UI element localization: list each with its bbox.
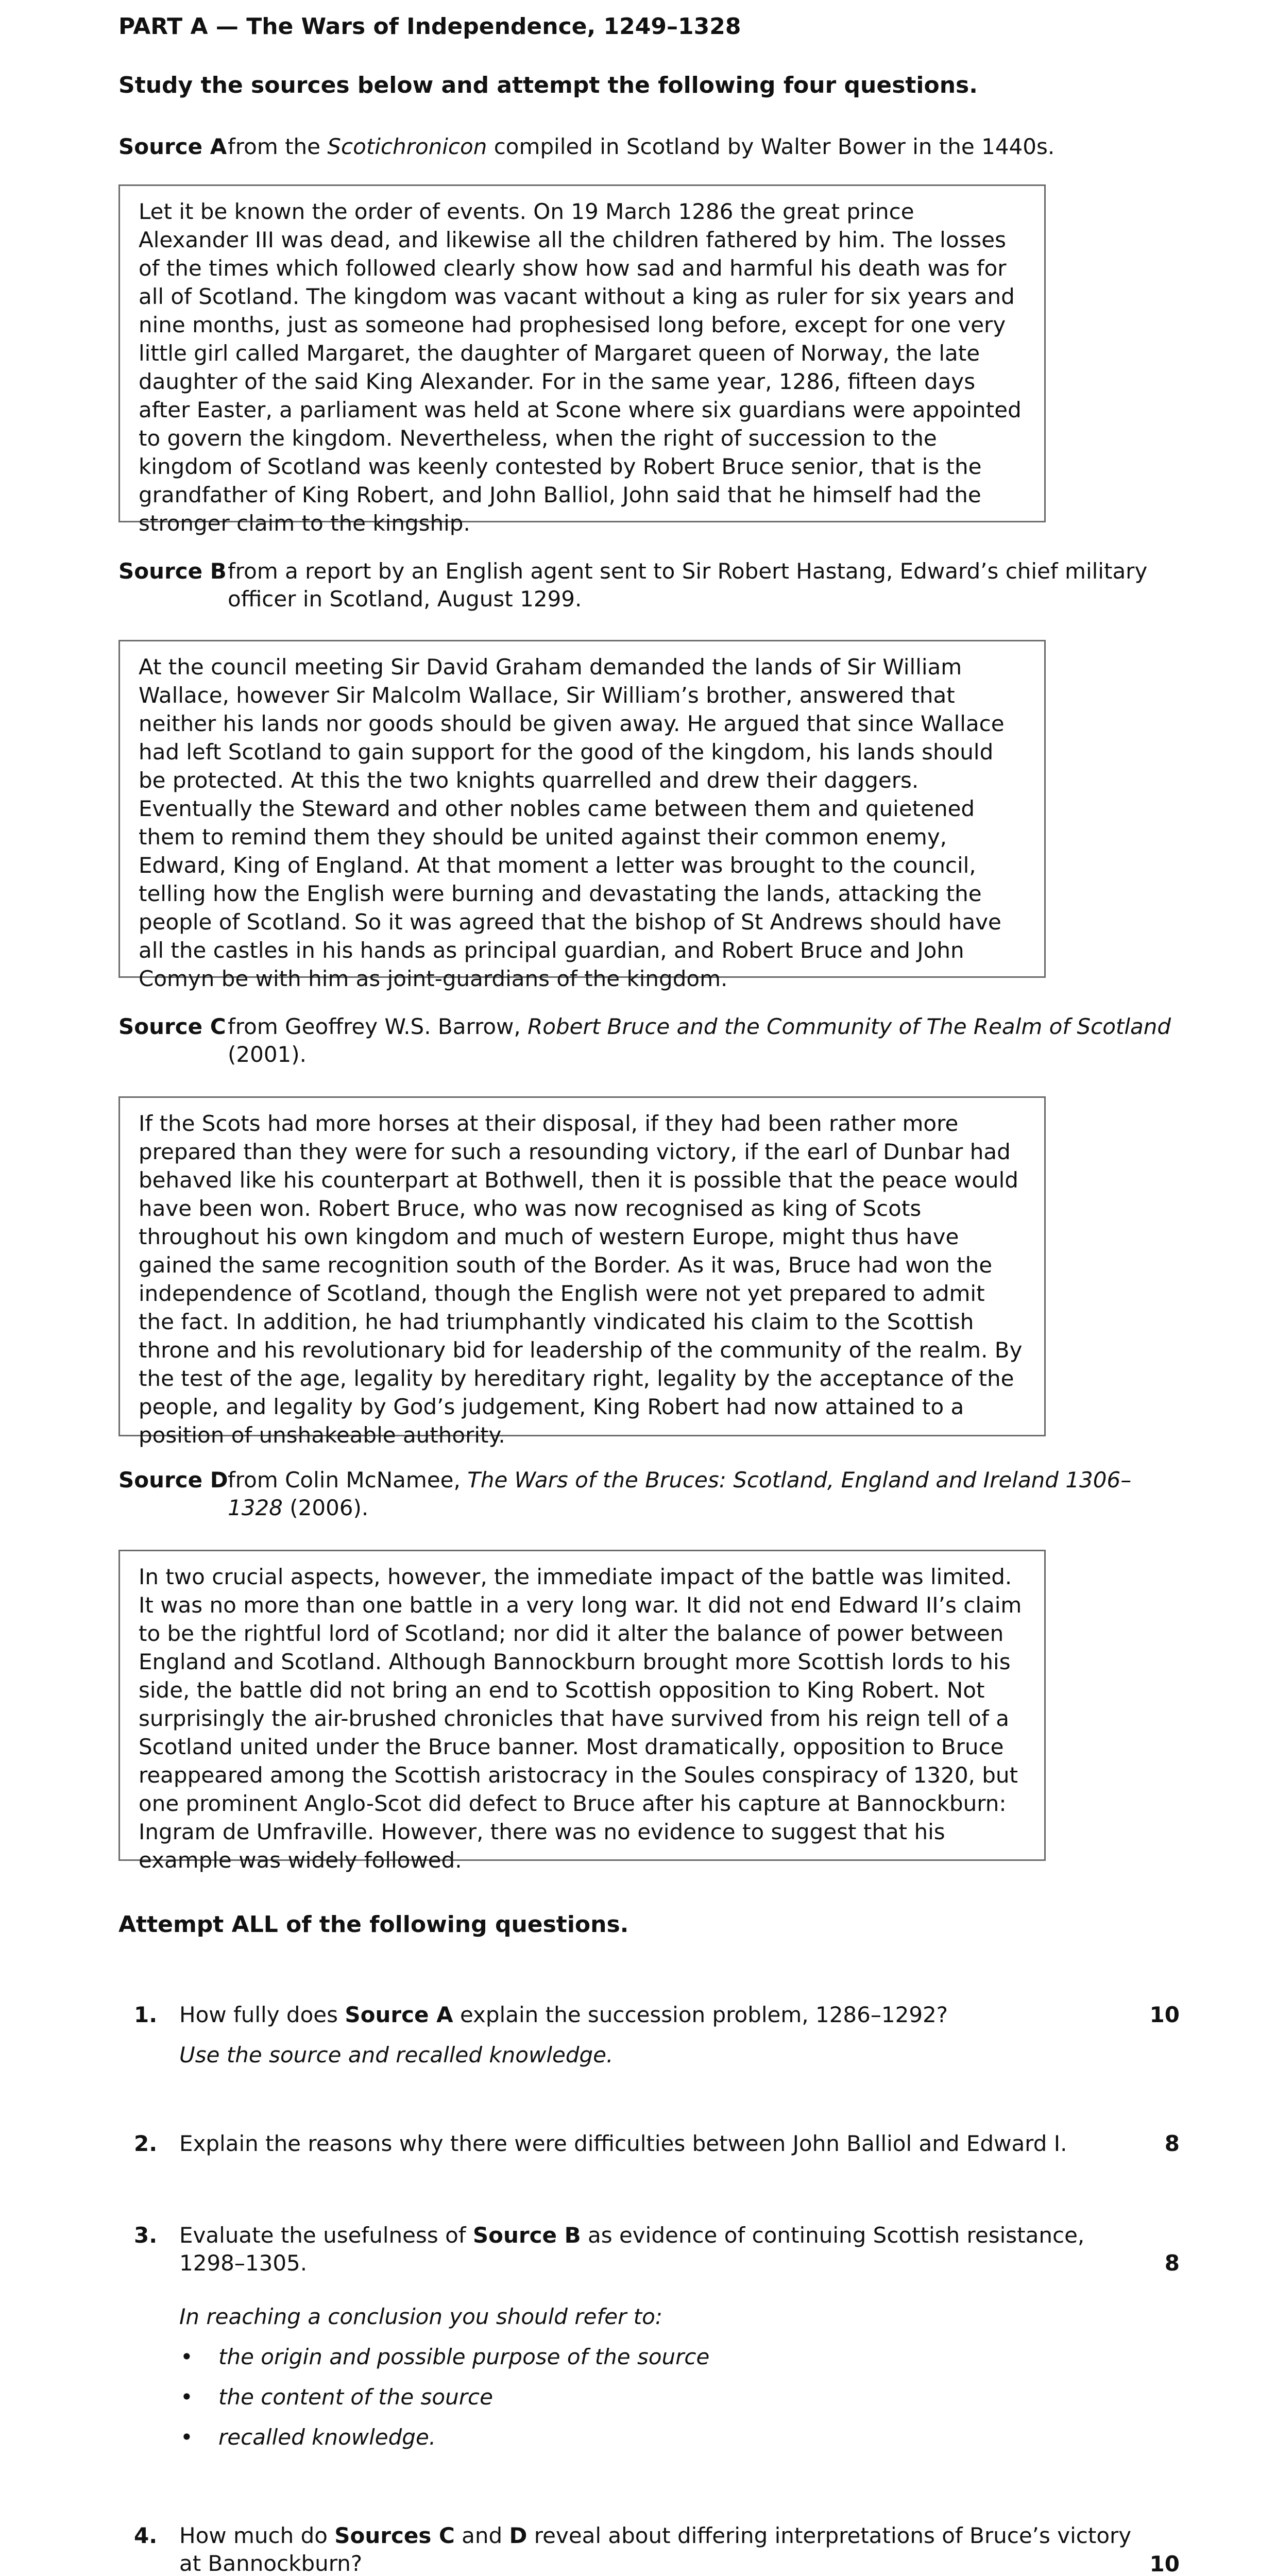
question-4-text-and: and <box>454 2523 509 2548</box>
source-d-attr-date: (2006). <box>282 1495 369 1520</box>
question-3-instruction: In reaching a conclusion you should refer to: <box>179 2304 662 2329</box>
question-2-number: 2. <box>134 2131 158 2156</box>
question-1-source-ref: Source A <box>345 2002 453 2027</box>
source-c-attr-text: from Geoffrey W.S. Barrow, <box>228 1014 528 1039</box>
source-a-text: Let it be known the order of events. On 19 March 1286 the great prince Alexander III was dead, and likewise all the children fathered by him. The losses of the times which followed clearly show how sad and harmful his death was for all of Scotland. The kingdom was vacant without a king as ruler for six years and nine months, just as someone had prophesised long before, except for one very little girl called Margaret, the daughter of Margaret queen of Norway, the late daughter of the said King Alexander. For in the same year, 1286, fifteen days after Easter, a parliament was held at Scone where six guardians were appointed to govern the kingdom. Nevertheless, when the right of succession to the kingdom of Scotland was keenly contested by Robert Bruce senior, that is the grandfather of King Robert, and John Balliol, John said that he himself had the stronger claim to the kingship. <box>139 199 1022 536</box>
source-a-box <box>118 184 1046 536</box>
question-4-source-ref-c: Sources C <box>334 2523 455 2548</box>
source-d-box <box>118 1550 1046 1873</box>
question-4-text-end: reveal about differing interpretations of Bruce’s victory at Bannockburn? <box>179 2523 1132 2576</box>
question-1-number: 1. <box>134 2002 158 2027</box>
source-a-label: Source A <box>118 134 227 159</box>
source-b-box <box>118 640 1046 991</box>
question-1-text-start: How fully does <box>179 2002 345 2027</box>
source-b-attr-text: from a report by an English agent sent to Sir Robert Hastang, Edward’s chief military officer in Scotland, August 1299. <box>228 558 1148 612</box>
source-a-attr-title: Scotichronicon <box>327 134 487 159</box>
question-2-text: Explain the reasons why there were difficulties between John Balliol and Edward I. <box>179 2131 1067 2156</box>
source-b-attribution <box>118 557 1200 614</box>
source-d-label: Source D <box>118 1467 228 1493</box>
source-c-attr-title: Robert Bruce and the Community of The Realm of Scotland <box>528 1014 1171 1039</box>
source-c-box <box>118 1096 1046 1448</box>
attempt-all-heading: Attempt ALL of the following questions. <box>118 1911 629 1938</box>
source-d-attribution <box>118 1466 1200 1523</box>
source-c-attribution <box>118 1013 1200 1070</box>
source-a-attr-text: from the <box>228 134 328 159</box>
source-c-label: Source C <box>118 1014 226 1039</box>
bullet-item: • the content of the source <box>179 2383 1148 2411</box>
question-3-marks: 8 <box>1164 2250 1180 2276</box>
source-c-text: If the Scots had more horses at their disposal, if they had been rather more prepared than they were for such a resounding victory, if the earl of Dunbar had behaved like his counterpart at Bothwell, then it is possible that the peace would have been won. Robert Bruce, who was now recognised as king of Scots throughout his own kingdom and much of western Europe, might thus have gained the same recognition south of the Border. As it was, Bruce had won the independence of Scotland, though the English were not yet prepared to admit the fact. In addition, he had triumphantly vindicated his claim to the Scottish throne and his revolutionary bid for leadership of the community of the realm. By the test of the age, legality by hereditary right, legality by the acceptance of the people, and legality by God’s judgement, King Robert had now attained to a position of unshakeable authority. <box>139 1111 1023 1448</box>
question-1 <box>118 2001 1200 2068</box>
question-2-marks: 8 <box>1164 2131 1180 2156</box>
part-title: PART A — The Wars of Independence, 1249–1328 <box>118 13 741 40</box>
question-2 <box>118 2130 1200 2161</box>
question-4-number: 4. <box>134 2523 158 2548</box>
source-b-label: Source B <box>118 558 227 584</box>
source-c-attr-date: (2001). <box>228 1042 307 1067</box>
question-3-text-end: as evidence of continuing Scottish resistance, 1298–1305. <box>179 2223 1085 2276</box>
question-4-source-ref-d: D <box>509 2523 528 2548</box>
bullet-item: • the origin and possible purpose of the source <box>179 2343 1148 2371</box>
question-1-marks: 10 <box>1149 2002 1180 2027</box>
question-3-text-start: Evaluate the usefulness of <box>179 2223 473 2248</box>
instruction: Study the sources below and attempt the following four questions. <box>118 72 978 98</box>
source-a-attr-date: compiled in Scotland by Walter Bower in the 1440s. <box>487 134 1055 159</box>
source-d-attr-title: The Wars of the Bruces: Scotland, England and Ireland 1306–1328 <box>228 1467 1132 1520</box>
source-d-attr-text: from Colin McNamee, <box>228 1467 468 1493</box>
question-3-number: 3. <box>134 2223 158 2248</box>
bullet-item: • recalled knowledge. <box>179 2424 1148 2451</box>
source-d-text: In two crucial aspects, however, the immediate impact of the battle was limited. It was no more than one battle in a very long war. It did not end Edward II’s claim to be the rightful lord of Scotland; nor did it alter the balance of power between England and Scotland. Although Bannockburn brought more Scottish lords to his side, the battle did not bring an end to Scottish opposition to King Robert. Not surprisingly the air-brushed chronicles that have survived from his reign tell of a Scotland united under the Bruce banner. Most dramatically, opposition to Bruce reappeared among the Scottish aristocracy in the Soules conspiracy of 1320, but one prominent Anglo-Scot did defect to Bruce after his capture at Bannockburn: Ingram de Umfraville. However, there was no evidence to suggest that his example was widely followed. <box>139 1564 1022 1873</box>
question-4 <box>118 2522 1200 2576</box>
question-1-instruction: Use the source and recalled knowledge. <box>179 2042 614 2067</box>
question-1-text-end: explain the succession problem, 1286–1292? <box>453 2002 948 2027</box>
question-4-marks: 10 <box>1149 2551 1180 2576</box>
question-3-source-ref: Source B <box>472 2223 581 2248</box>
question-4-text-start: How much do <box>179 2523 335 2548</box>
source-b-text: At the council meeting Sir David Graham demanded the lands of Sir William Wallace, however Sir Malcolm Wallace, Sir William’s brother, answered that neither his lands nor goods should be given away. He argued that since Wallace had left Scotland to gain support for the good of the kingdom, his lands should be protected. At this the two knights quarrelled and drew their daggers. Eventually the Steward and other nobles came between them and quietened them to remind them they should be united against their common enemy, Edward, King of England. At that moment a letter was brought to the council, telling how the English were burning and devastating the lands, attacking the people of Scotland. So it was agreed that the bishop of St Andrews should have all the castles in his hands as principal guardian, and Robert Bruce and John Comyn be with him as joint-guardians of the kingdom. <box>139 654 1005 991</box>
question-3 <box>118 2222 1200 2469</box>
